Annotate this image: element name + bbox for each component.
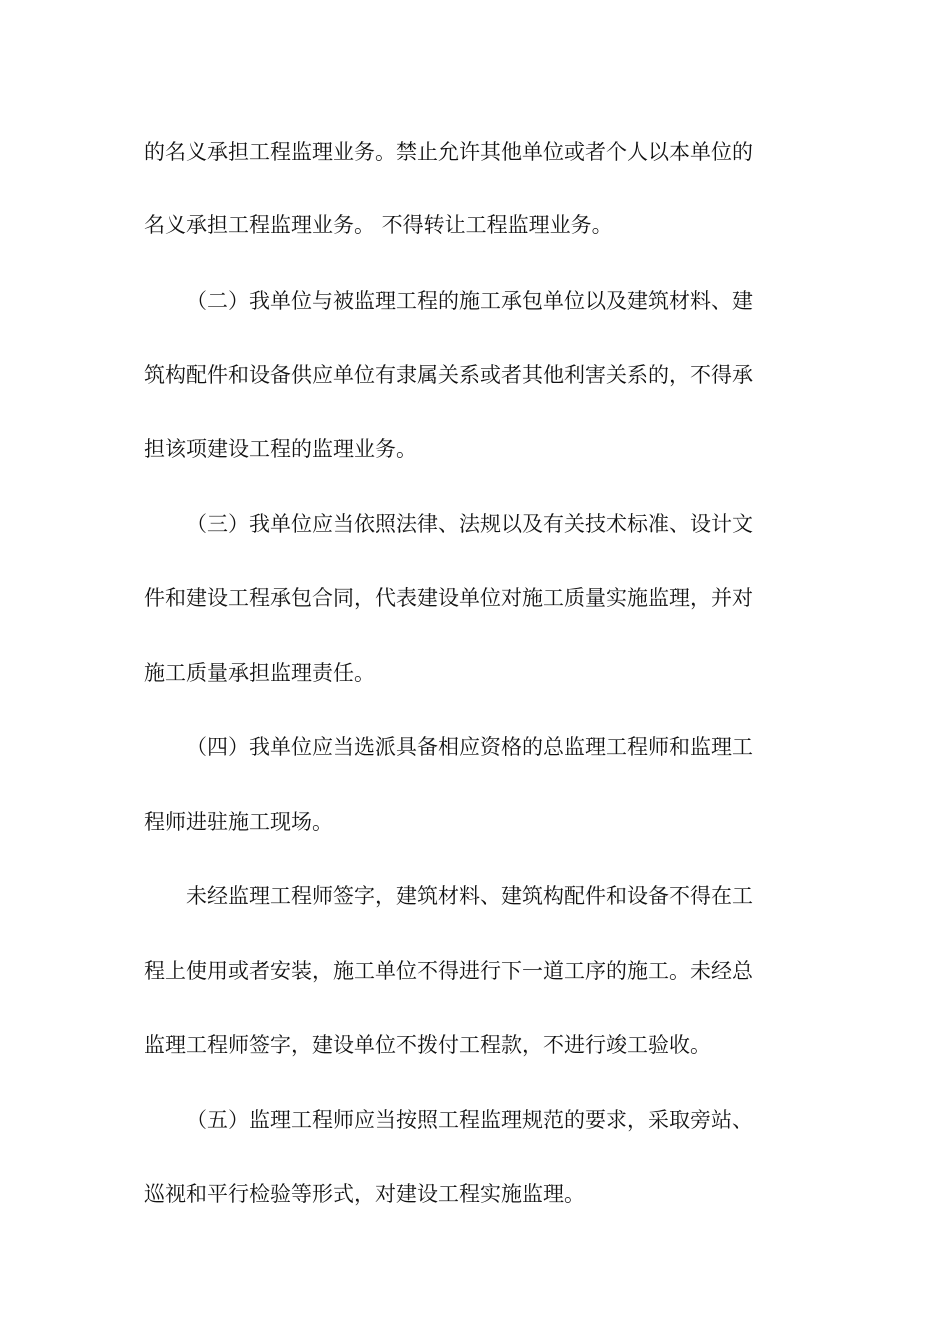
text-line: 程上使用或者安装，施工单位不得进行下一道工序的施工。未经总 [144,959,753,983]
text-line: 监理工程师签字，建设单位不拨付工程款，不进行竣工验收。 [144,1033,711,1057]
text-line: 件和建设工程承包合同，代表建设单位对施工质量实施监理，并对 [144,586,753,610]
text-line: 筑构配件和设备供应单位有隶属关系或者其他利害关系的，不得承 [144,363,753,387]
paragraph-3-line: （三）我单位应当依照法律、法规以及有关技术标准、设计文 [186,512,753,536]
text-line: 施工质量承担监理责任。 [144,661,375,685]
text-line: 巡视和平行检验等形式，对建设工程实施监理。 [144,1182,585,1206]
text-line: 担该项建设工程的监理业务。 [144,437,417,461]
text-line: 名义承担工程监理业务。 不得转让工程监理业务。 [144,213,613,237]
paragraph-5-line: 未经监理工程师签字，建筑材料、建筑构配件和设备不得在工 [186,884,753,908]
paragraph-4-line: （四）我单位应当选派具备相应资格的总监理工程师和监理工 [186,735,753,759]
paragraph-6-line: （五）监理工程师应当按照工程监理规范的要求，采取旁站、 [186,1108,753,1132]
paragraph-2-line: （二）我单位与被监理工程的施工承包单位以及建筑材料、建 [186,289,753,313]
text-line: 的名义承担工程监理业务。禁止允许其他单位或者个人以本单位的 [144,140,753,164]
text-line: 程师进驻施工现场。 [144,810,333,834]
